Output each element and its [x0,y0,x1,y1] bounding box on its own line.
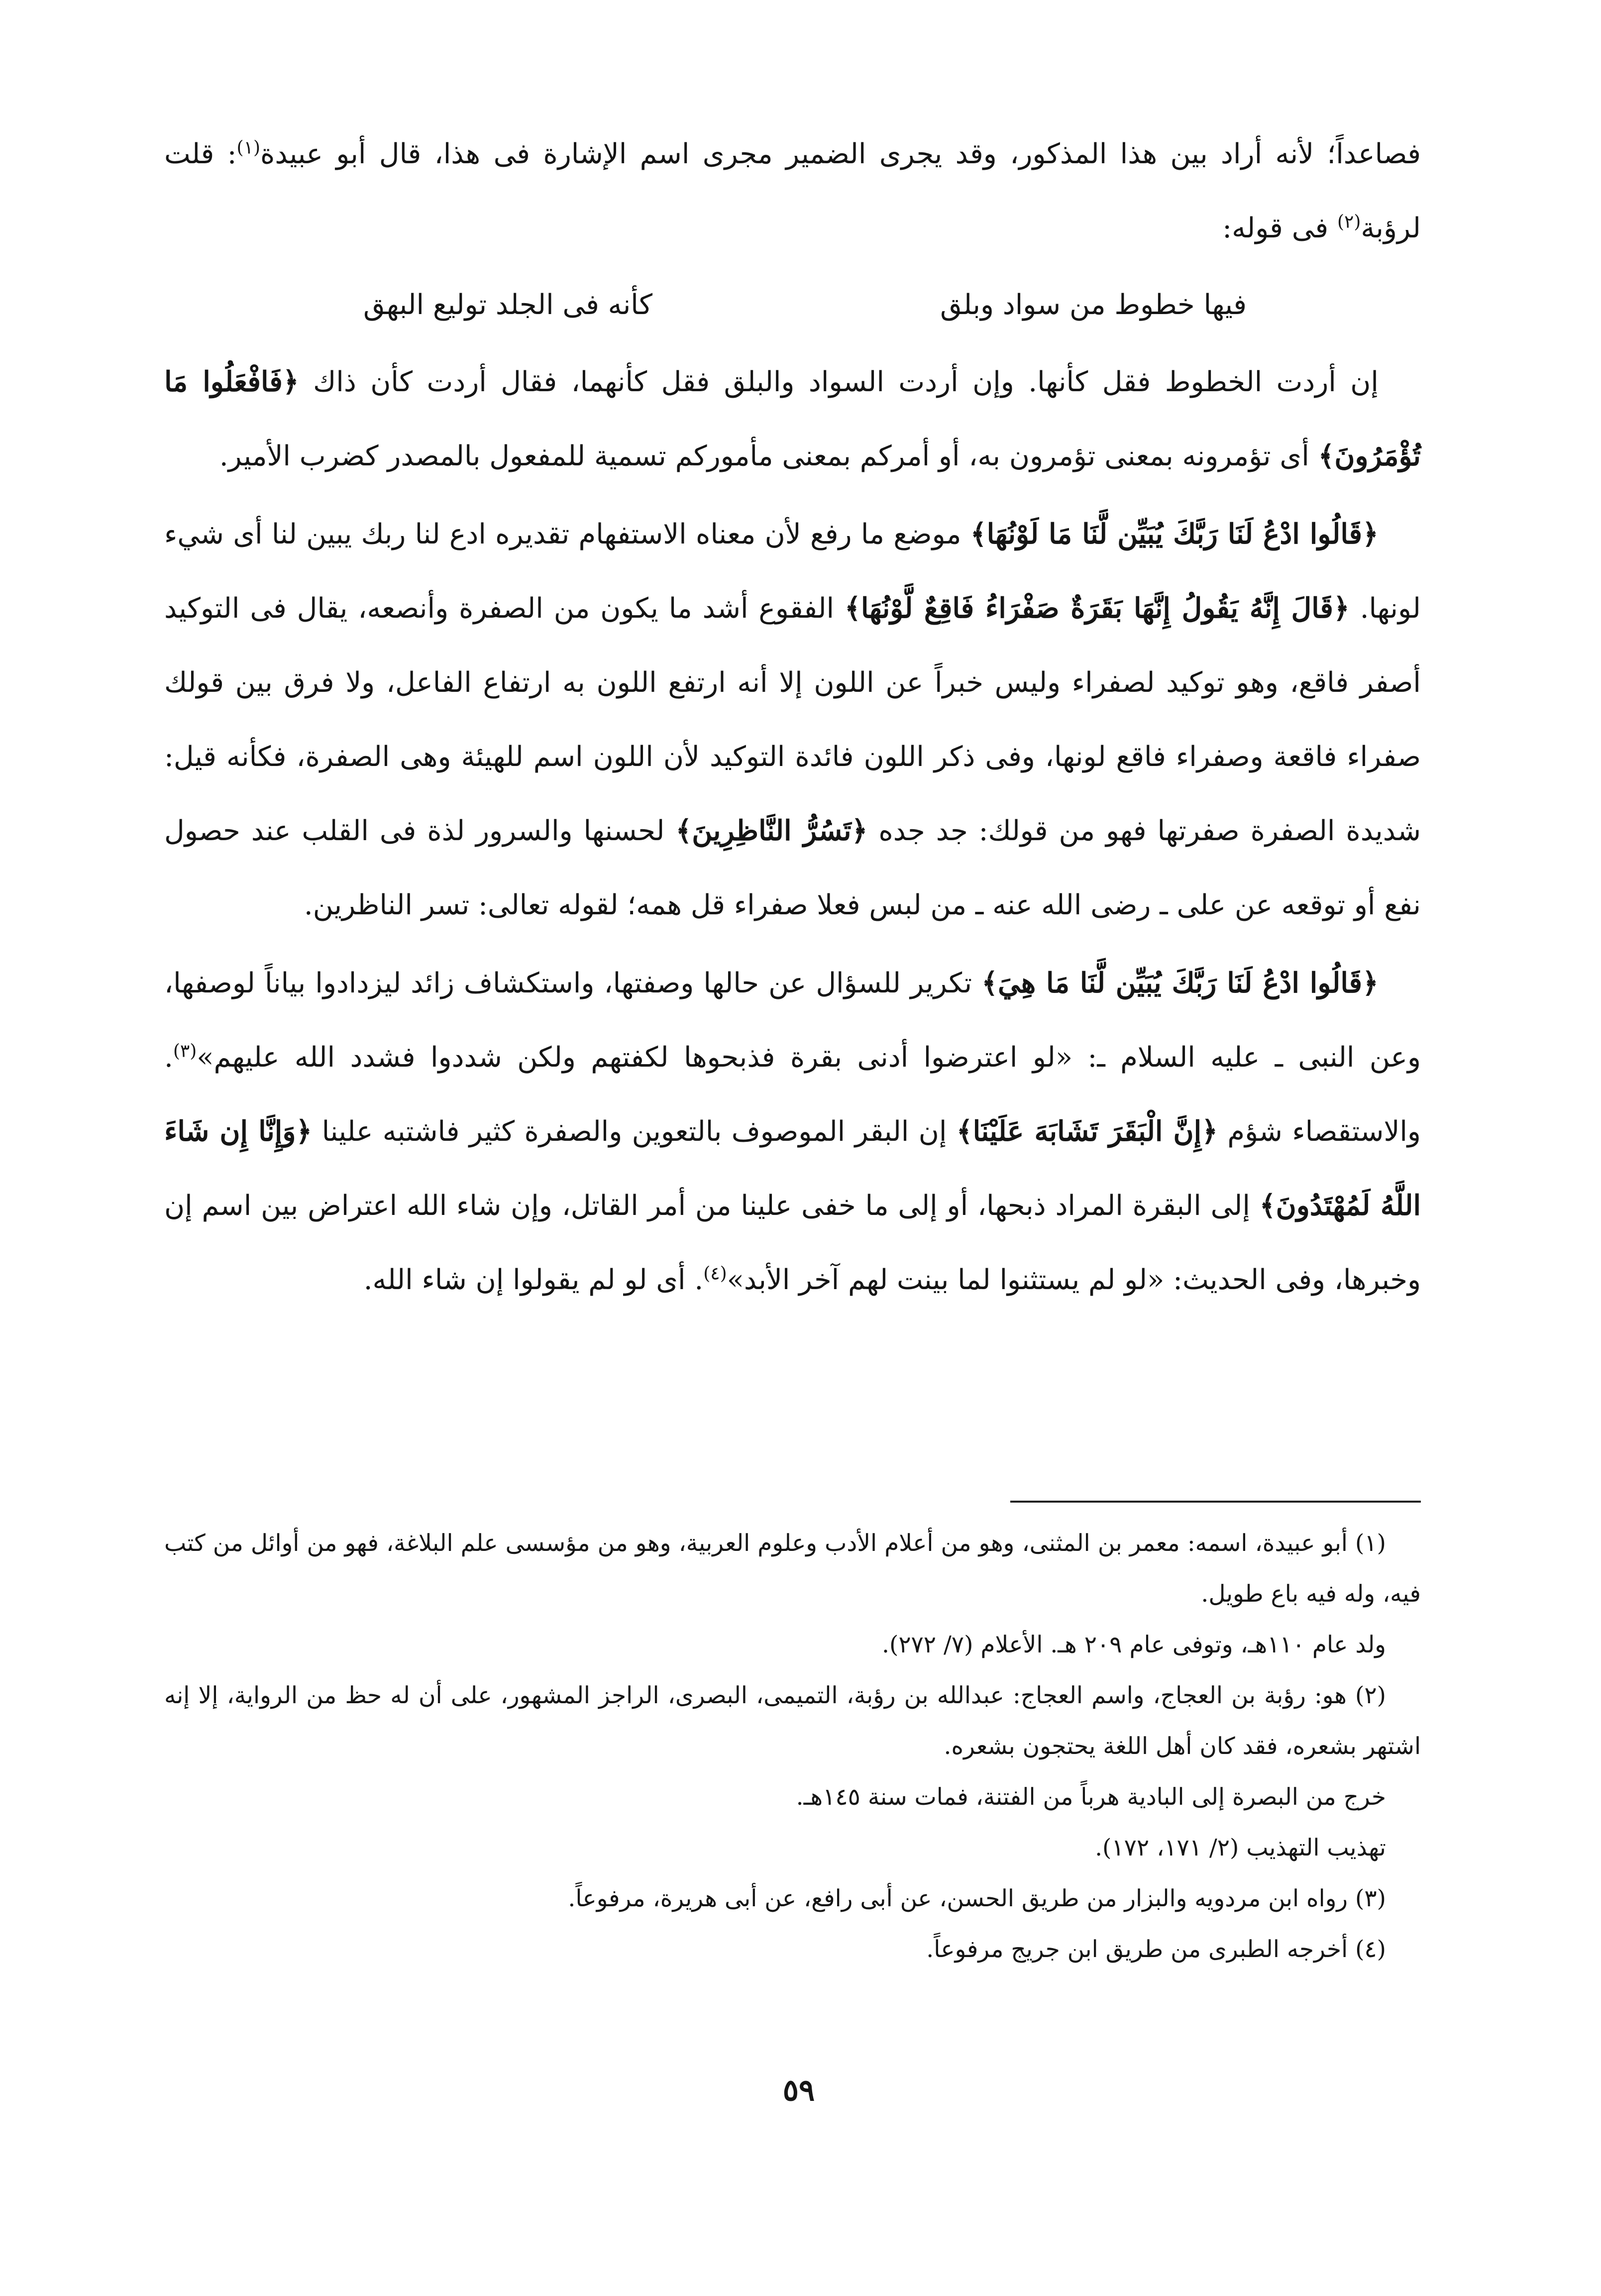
text-run: إن البقر الموصوف بالتعوين والصفرة كثير فاشتبه علينا [312,1115,957,1148]
text-run: . أى لو لم يقولوا إن شاء الله. [363,1264,704,1296]
verse-first-hemistich: فيها خطوط من سواد وبلق [940,289,1247,321]
quran-quote: ﴿قَالُوا ادْعُ لَنَا رَبَّكَ يُبَيِّن لَّنَا مَا هِيَ﴾ [981,967,1379,999]
verse-second-hemistich: كأنه فى الجلد توليع البهق [363,289,652,321]
footnote-ref-1: (١) [236,137,260,158]
footnote-ref-2: (٢) [1337,212,1361,232]
text-run: لحسنها والسرور لذة فى القلب عند حصول نفع أو توقعه عن على ـ رضى الله عنه ـ من لبس فعلا صفراء قل همه؛ لقوله تعالى: تسر الناظرين. [164,815,1421,921]
text-run: إن أردت الخطوط فقل كأنها. وإن أردت السواد والبلق فقل كأنهما، فقال أردت كأن ذاك [299,366,1379,398]
footnote-2-continued: خرج من البصرة إلى البادية هرباً من الفتنة، فمات سنة ١٤٥هـ. [796,1783,1386,1811]
text-run: : قلت لرؤبة [164,138,1421,244]
paragraph-3 [164,497,1421,942]
quran-quote: ﴿وَإِنَّا إِن شَاءَ اللَّهُ لَمُهْتَدُونَ﴾ [164,1115,1421,1222]
footnote-1-continued: ولد عام ١١٠هـ، وتوفى عام ٢٠٩ هـ. الأعلام (٧/ ٢٧٢). [882,1631,1386,1658]
paragraph-1 [164,117,1421,265]
text-run: الفقوع أشد ما يكون من الصفرة وأنصعه، يقال فى التوكيد أصفر فاقع، وهو توكيد لصفراء وليس خبراً عن اللون إلا أنه ارتفع اللون به ارتفاع الفاعل، ولا فرق بين قولك صفراء فاقعة وصفراء فاقع لونها، وفى ذكر اللون فائدة التوكيد لأن اللون اسم للهيئة وهى الصفرة، فكأنه قيل: شديدة الصفرة صفرتها فهو من قولك: جد جده [164,592,1421,847]
text-run: أى تؤمرونه بمعنى تؤمرون به، أو أمركم بمعنى مأموركم تسمية للمفعول بالمصدر كضرب الأمير. [219,440,1318,472]
text-run: فصاعداً؛ لأنه أراد بين هذا المذكور، وقد يجرى الضمير مجرى اسم الإشارة فى هذا، قال أبو عبيدة [260,138,1421,170]
footnote-1: (١) أبو عبيدة، اسمه: معمر بن المثنى، وهو من أعلام الأدب وعلوم العربية، وهو من مؤسسى علم البلاغة، فهو من أوائل من كتب فيه، وله فيه باع طويل. [164,1530,1421,1608]
paragraph-4 [164,946,1421,1317]
main-text [164,117,1421,1317]
quran-quote: ﴿قَالُوا ادْعُ لَنَا رَبَّكَ يُبَيِّن لَّنَا مَا لَوْنُهَا﴾ [970,518,1379,550]
quran-quote: ﴿قَالَ إِنَّهُ يَقُولُ إِنَّهَا بَقَرَةٌ صَفْرَاءُ فَاقِعٌ لَّوْنُهَا﴾ [845,592,1350,625]
quran-quote: ﴿إِنَّ الْبَقَرَ تَشَابَهَ عَلَيْنَا﴾ [956,1115,1218,1148]
footnote-3: (٣) رواه ابن مردويه والبزار من طريق الحسن، عن أبى رافع، عن أبى هريرة، مرفوعاً. [568,1885,1386,1912]
page-number: ٥٩ [782,2073,815,2108]
footnote-separator [1010,1501,1421,1503]
quran-quote: ﴿فَافْعَلُوا مَا تُؤْمَرُونَ﴾ [164,365,1421,472]
footnote-2-reference: تهذيب التهذيب (٢/ ١٧١، ١٧٢). [1095,1834,1386,1861]
text-run: . والاستقصاء شؤم [164,1041,1421,1148]
footnote-ref-4: (٤) [703,1263,727,1284]
paragraph-2 [164,345,1421,493]
footnotes [164,1518,1421,1975]
footnote-ref-3: (٣) [173,1041,197,1062]
text-run: موضع ما رفع لأن معناه الاستفهام تقديره ادع لنا ربك يبين لنا أى شيء لونها. [164,518,1421,625]
text-run: إلى البقرة المراد ذبحها، أو إلى ما خفى علينا من أمر القاتل، وإن شاء الله اعتراض بين اسم إن وخبرها، وفى الحديث: «لو لم يستثنوا لما بينت لهم آخر الأبد» [164,1190,1421,1296]
quran-quote: ﴿تَسُرُّ النَّاظِرِينَ﴾ [675,814,868,847]
footnote-2: (٢) هو: رؤبة بن العجاج، واسم العجاج: عبدالله بن رؤبة، التميمى، البصرى، الراجز المشهور، على أن له حظ من الرواية، إلا إنه اشتهر بشعره، فقد كان أهل اللغة يحتجون بشعره. [164,1682,1421,1760]
poetry-verse [164,268,1421,342]
footnote-4: (٤) أخرجه الطبرى من طريق ابن جريج مرفوعاً. [926,1936,1386,1963]
text-run: فى قوله: [1222,212,1337,244]
text-run: تكرير للسؤال عن حالها وصفتها، واستكشاف زائد ليزدادوا بياناً لوصفها، وعن النبى ـ عليه السلام ـ: «لو اعترضوا أدنى بقرة فذبحوها لكفتهم ولكن شددوا فشدد الله عليهم» [164,967,1421,1074]
